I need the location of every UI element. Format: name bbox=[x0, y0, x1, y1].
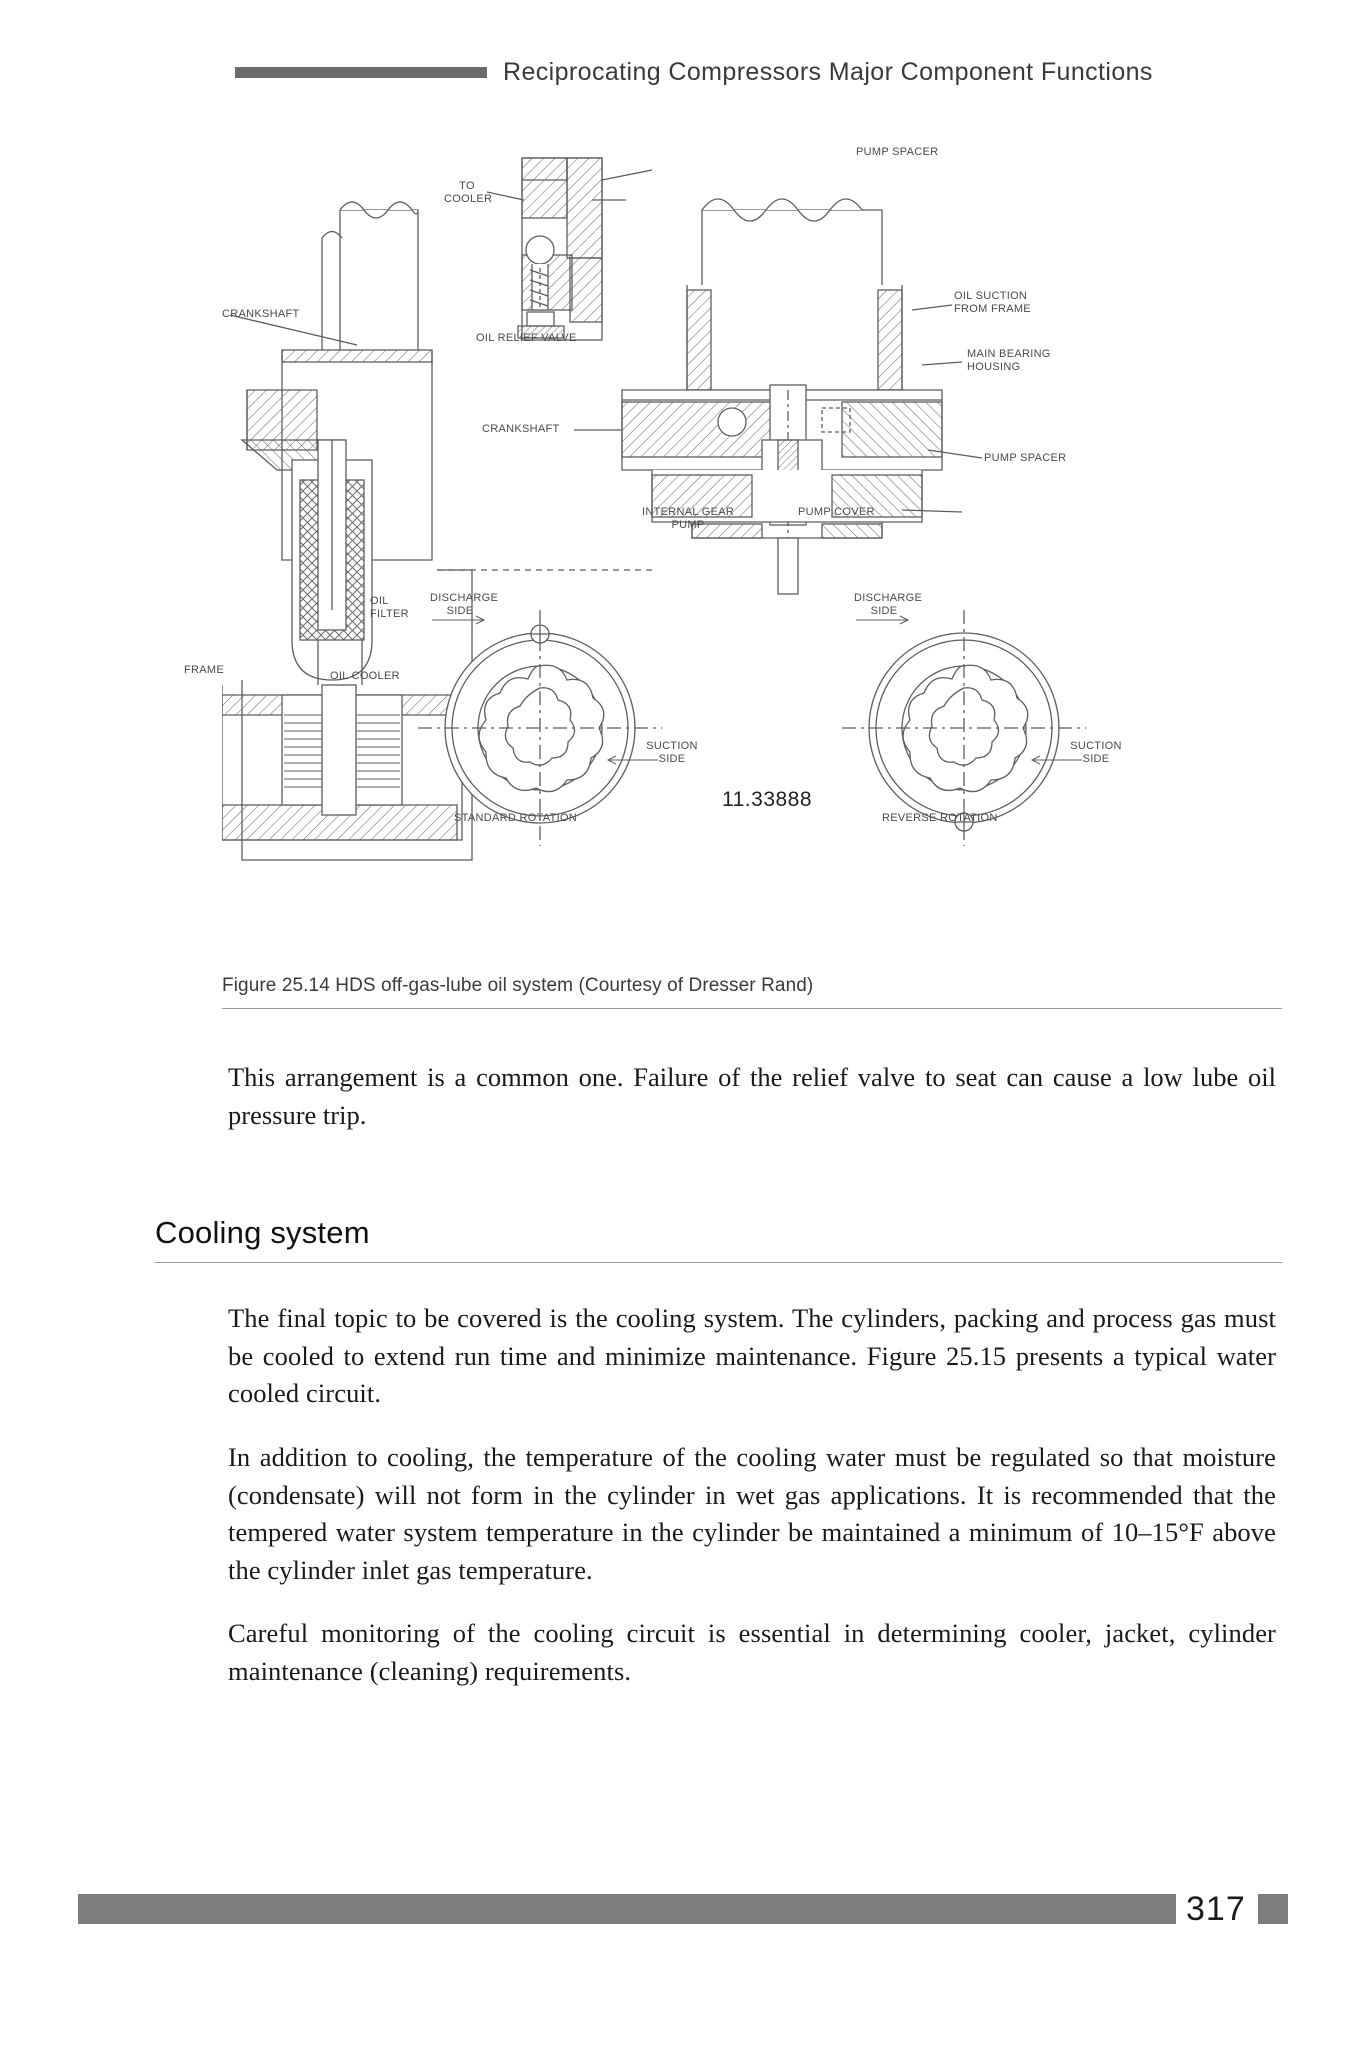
figure-label-to-cooler: TO COOLER bbox=[444, 180, 493, 205]
caption-rule bbox=[222, 1008, 1282, 1009]
page-number: 317 bbox=[1186, 1890, 1246, 1928]
figure-label-suction-side-right: SUCTION SIDE bbox=[1070, 740, 1122, 765]
figure-label-discharge-side-right: DISCHARGE SIDE bbox=[854, 592, 923, 617]
figure-linework bbox=[222, 140, 1282, 970]
figure-label-oil-suction-from-frame: OIL SUCTION FROM FRAME bbox=[954, 290, 1031, 315]
figure-caption: Figure 25.14 HDS off-gas-lube oil system (Courtesy of Dresser Rand) bbox=[222, 975, 814, 996]
footer-rule bbox=[78, 1894, 1176, 1924]
figure-label-pump-spacer-top: PUMP SPACER bbox=[856, 146, 939, 158]
figure-label-internal-gear-pump: INTERNAL GEAR PUMP bbox=[642, 506, 735, 531]
figure-label-frame: FRAME bbox=[184, 664, 224, 676]
figure-label-main-bearing-housing: MAIN BEARING HOUSING bbox=[967, 348, 1051, 373]
intro-paragraph: This arrangement is a common one. Failure of the relief valve to seat can cause a low lube oil pressure trip. bbox=[228, 1062, 1276, 1131]
figure-label-oil-filter: OIL FILTER bbox=[370, 595, 409, 620]
running-header bbox=[0, 52, 1350, 92]
body-paragraph-3: Careful monitoring of the cooling circuit is essential in determining cooler, jacket, cylinder maintenance (cleaning) requirements. bbox=[228, 1618, 1276, 1686]
section-heading: Cooling system bbox=[155, 1215, 370, 1250]
figure-label-suction-side-left: SUCTION SIDE bbox=[646, 740, 698, 765]
figure-label-reverse-rotation: REVERSE ROTATION bbox=[882, 812, 998, 824]
footer-square-decoration bbox=[1258, 1894, 1288, 1924]
figure-label-pump-cover: PUMP COVER bbox=[798, 506, 875, 518]
figure-label-crankshaft-right: CRANKSHAFT bbox=[482, 423, 560, 435]
figure-label-oil-relief-valve: OIL RELIEF VALVE bbox=[476, 332, 577, 344]
body-paragraph-1: The final topic to be covered is the cooling system. The cylinders, packing and process gas must be cooled to extend run time and minimize maintenance. Figure 25.15 presents a typical water cooled circuit. bbox=[228, 1303, 1276, 1409]
header-rule-decoration bbox=[235, 67, 487, 78]
figure-label-discharge-side-left: DISCHARGE SIDE bbox=[430, 592, 499, 617]
figure-label-crankshaft-left: CRANKSHAFT bbox=[222, 308, 300, 320]
figure-value-annotation: 11.33888 bbox=[722, 788, 813, 811]
header-title: Reciprocating Compressors Major Component Functions bbox=[503, 57, 1153, 86]
section-heading-rule bbox=[155, 1262, 1282, 1263]
figure-25-14 bbox=[184, 140, 1282, 970]
figure-label-pump-spacer-right: PUMP SPACER bbox=[984, 452, 1067, 464]
intro-paragraph-block bbox=[228, 1058, 1276, 1135]
figure-label-oil-cooler: OIL COOLER bbox=[330, 670, 400, 682]
figure-label-standard-rotation: STANDARD ROTATION bbox=[454, 812, 578, 824]
body-text bbox=[228, 1300, 1276, 1717]
body-paragraph-2: In addition to cooling, the temperature of the cooling water must be regulated so that moisture (condensate) will not form in the cylinder in wet gas applications. It is recommended that the tempered water system temperature in the cylinder be maintained a minimum of 10–15°F above the cylinder inlet gas temperature. bbox=[228, 1441, 1276, 1585]
